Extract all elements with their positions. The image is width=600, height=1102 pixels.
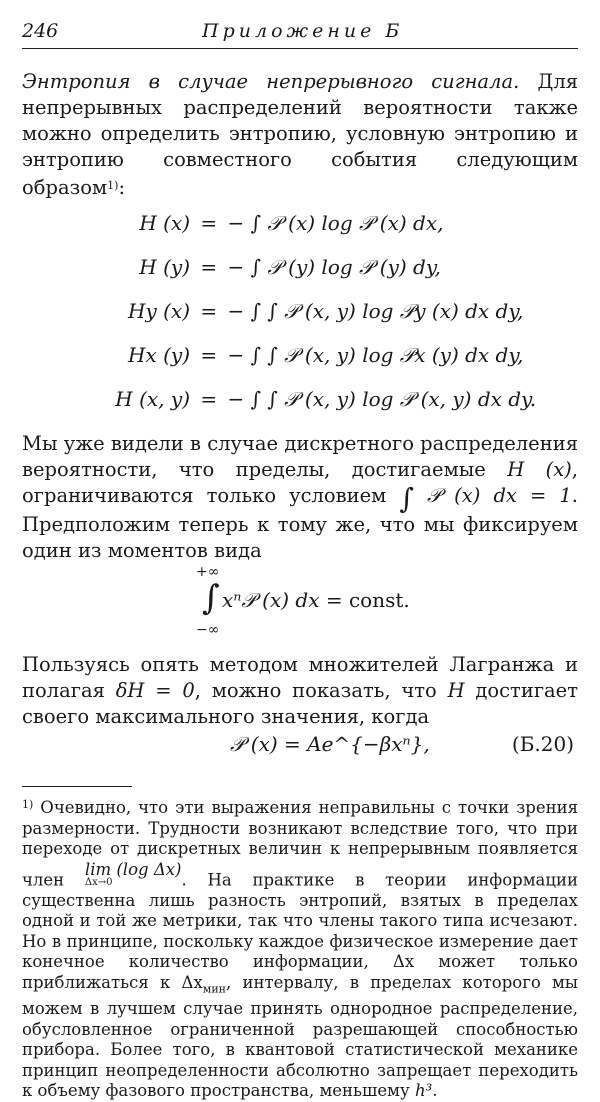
equation-row: H (y) = − ∫ 𝒫 (y) log 𝒫 (y) dy, [22,245,578,289]
equation-rhs: − ∫ 𝒫 (x) log 𝒫 (x) dx, [227,211,444,235]
equation-lhs: Hx (y) [128,343,190,367]
intro-text: Для непрерывных распределений вероятности также можно определить энтропию, условную энтропию и энтропию совместного события следующим образом [22,70,579,199]
moment-equation [22,564,578,646]
running-head: Приложение Б [202,20,404,42]
inline-math: δH = 0 [115,679,195,702]
integral-sign: ∫ [202,578,220,618]
h-cubed: h³ [414,1081,433,1101]
book-page [22,18,578,1102]
equation-rhs: − ∫ ∫ 𝒫 (x, y) log 𝒫 (x, y) dx dy. [227,387,537,411]
integrand: xⁿ𝒫 (x) dx = [222,588,349,612]
equation-body: 𝒫 (x) = Ae^{−βxⁿ}, [230,732,430,756]
equation-row: Hy (x) = − ∫ ∫ 𝒫 (x, y) log 𝒫y (x) dx dy, [22,289,578,333]
lagrange-paragraph [22,652,578,730]
integral-sign: ∫ [399,482,414,515]
numbered-equation [22,730,578,764]
intro-tail: : [118,176,126,199]
discrete-paragraph [22,431,578,564]
min-subscript: мин [202,981,227,995]
inline-math: H (x) [507,458,572,481]
text-run: . На практике в теории информации существенна лишь разность энтропий, взятых в пределах одной и той же метрики, так что члены такого типа исчезают. Но в принципе, поскольку каждое физическое измерение дает конечное количество информации, Δx может только приближаться к Δx [22,870,578,992]
equation-rhs: − ∫ ∫ 𝒫 (x, y) log 𝒫x (y) dx dy, [227,343,524,367]
text-run: Пользуясь опять методом множителей Лагранжа и полагая [22,653,578,702]
equation-lhs: H (x) [139,211,190,235]
equation-row: H (x, y) = − ∫ ∫ 𝒫 (x, y) log 𝒫 (x, y) dx dy. [22,377,578,421]
moment-body [222,588,410,612]
equation-lhs: Hy (x) [128,299,190,323]
entropy-equations [22,201,578,421]
page-header [22,18,578,49]
inline-math: H [447,679,465,702]
inline-math: 𝒫 (x) dx = 1 [427,484,572,507]
equation-row: Hx (y) = − ∫ ∫ 𝒫 (x, y) log 𝒫x (y) dx dy, [22,333,578,377]
intro-paragraph [22,69,578,201]
footnote-divider [22,786,132,787]
text-run: , можно показать, что [194,679,448,702]
text-run: , ограничиваются только условием [22,458,578,507]
text-run: Очевидно, что эти выражения неправильны с точки зрения размерности. Трудности возникают вследствие того, что при переходе от дискретных величин к непрерывным появляется член [22,798,578,889]
lim-subscript: Δx→0 [84,877,113,888]
lim-expr: lim (log Δx) [84,859,182,879]
text-run: достигает своего максимального значения, когда [22,679,578,728]
text-run: . Предположим теперь к тому же, что мы фиксируем один из моментов вида [22,484,578,562]
equation-number: (Б.20) [511,732,574,756]
limit-expression [85,860,182,889]
footnote-ref: 1) [107,179,119,192]
section-term: Энтропия в случае непрерывного сигнала. [22,70,520,93]
text-run: . [432,1081,438,1101]
equation-lhs: H (x, y) [115,387,190,411]
text-run: , интервалу, в пределах которого мы можем в лучшем случае принять однородное распределение, обусловленное ограниченной разрешающей способностью прибора. Более того, в квантовой статистической механике принцип неопределенности абсолютно запрещает переходить к объему фазового пространства, меньшему [22,972,578,1101]
footnote-marker: 1) [22,798,34,811]
lower-limit: −∞ [196,622,220,638]
upper-limit: +∞ [196,564,220,580]
text-run: Мы уже видели в случае дискретного распределения вероятности, что пределы, достигаемые [22,432,578,481]
equation-rhs: − ∫ ∫ 𝒫 (x, y) log 𝒫y (x) dx dy, [227,299,524,323]
equation-row: H (x) = − ∫ 𝒫 (x) log 𝒫 (x) dx, [22,201,578,245]
page-number: 246 [22,20,59,42]
const: const. [348,588,410,612]
footnote [22,795,578,1102]
equation-lhs: H (y) [139,255,190,279]
equation-rhs: − ∫ 𝒫 (y) log 𝒫 (y) dy, [227,255,441,279]
